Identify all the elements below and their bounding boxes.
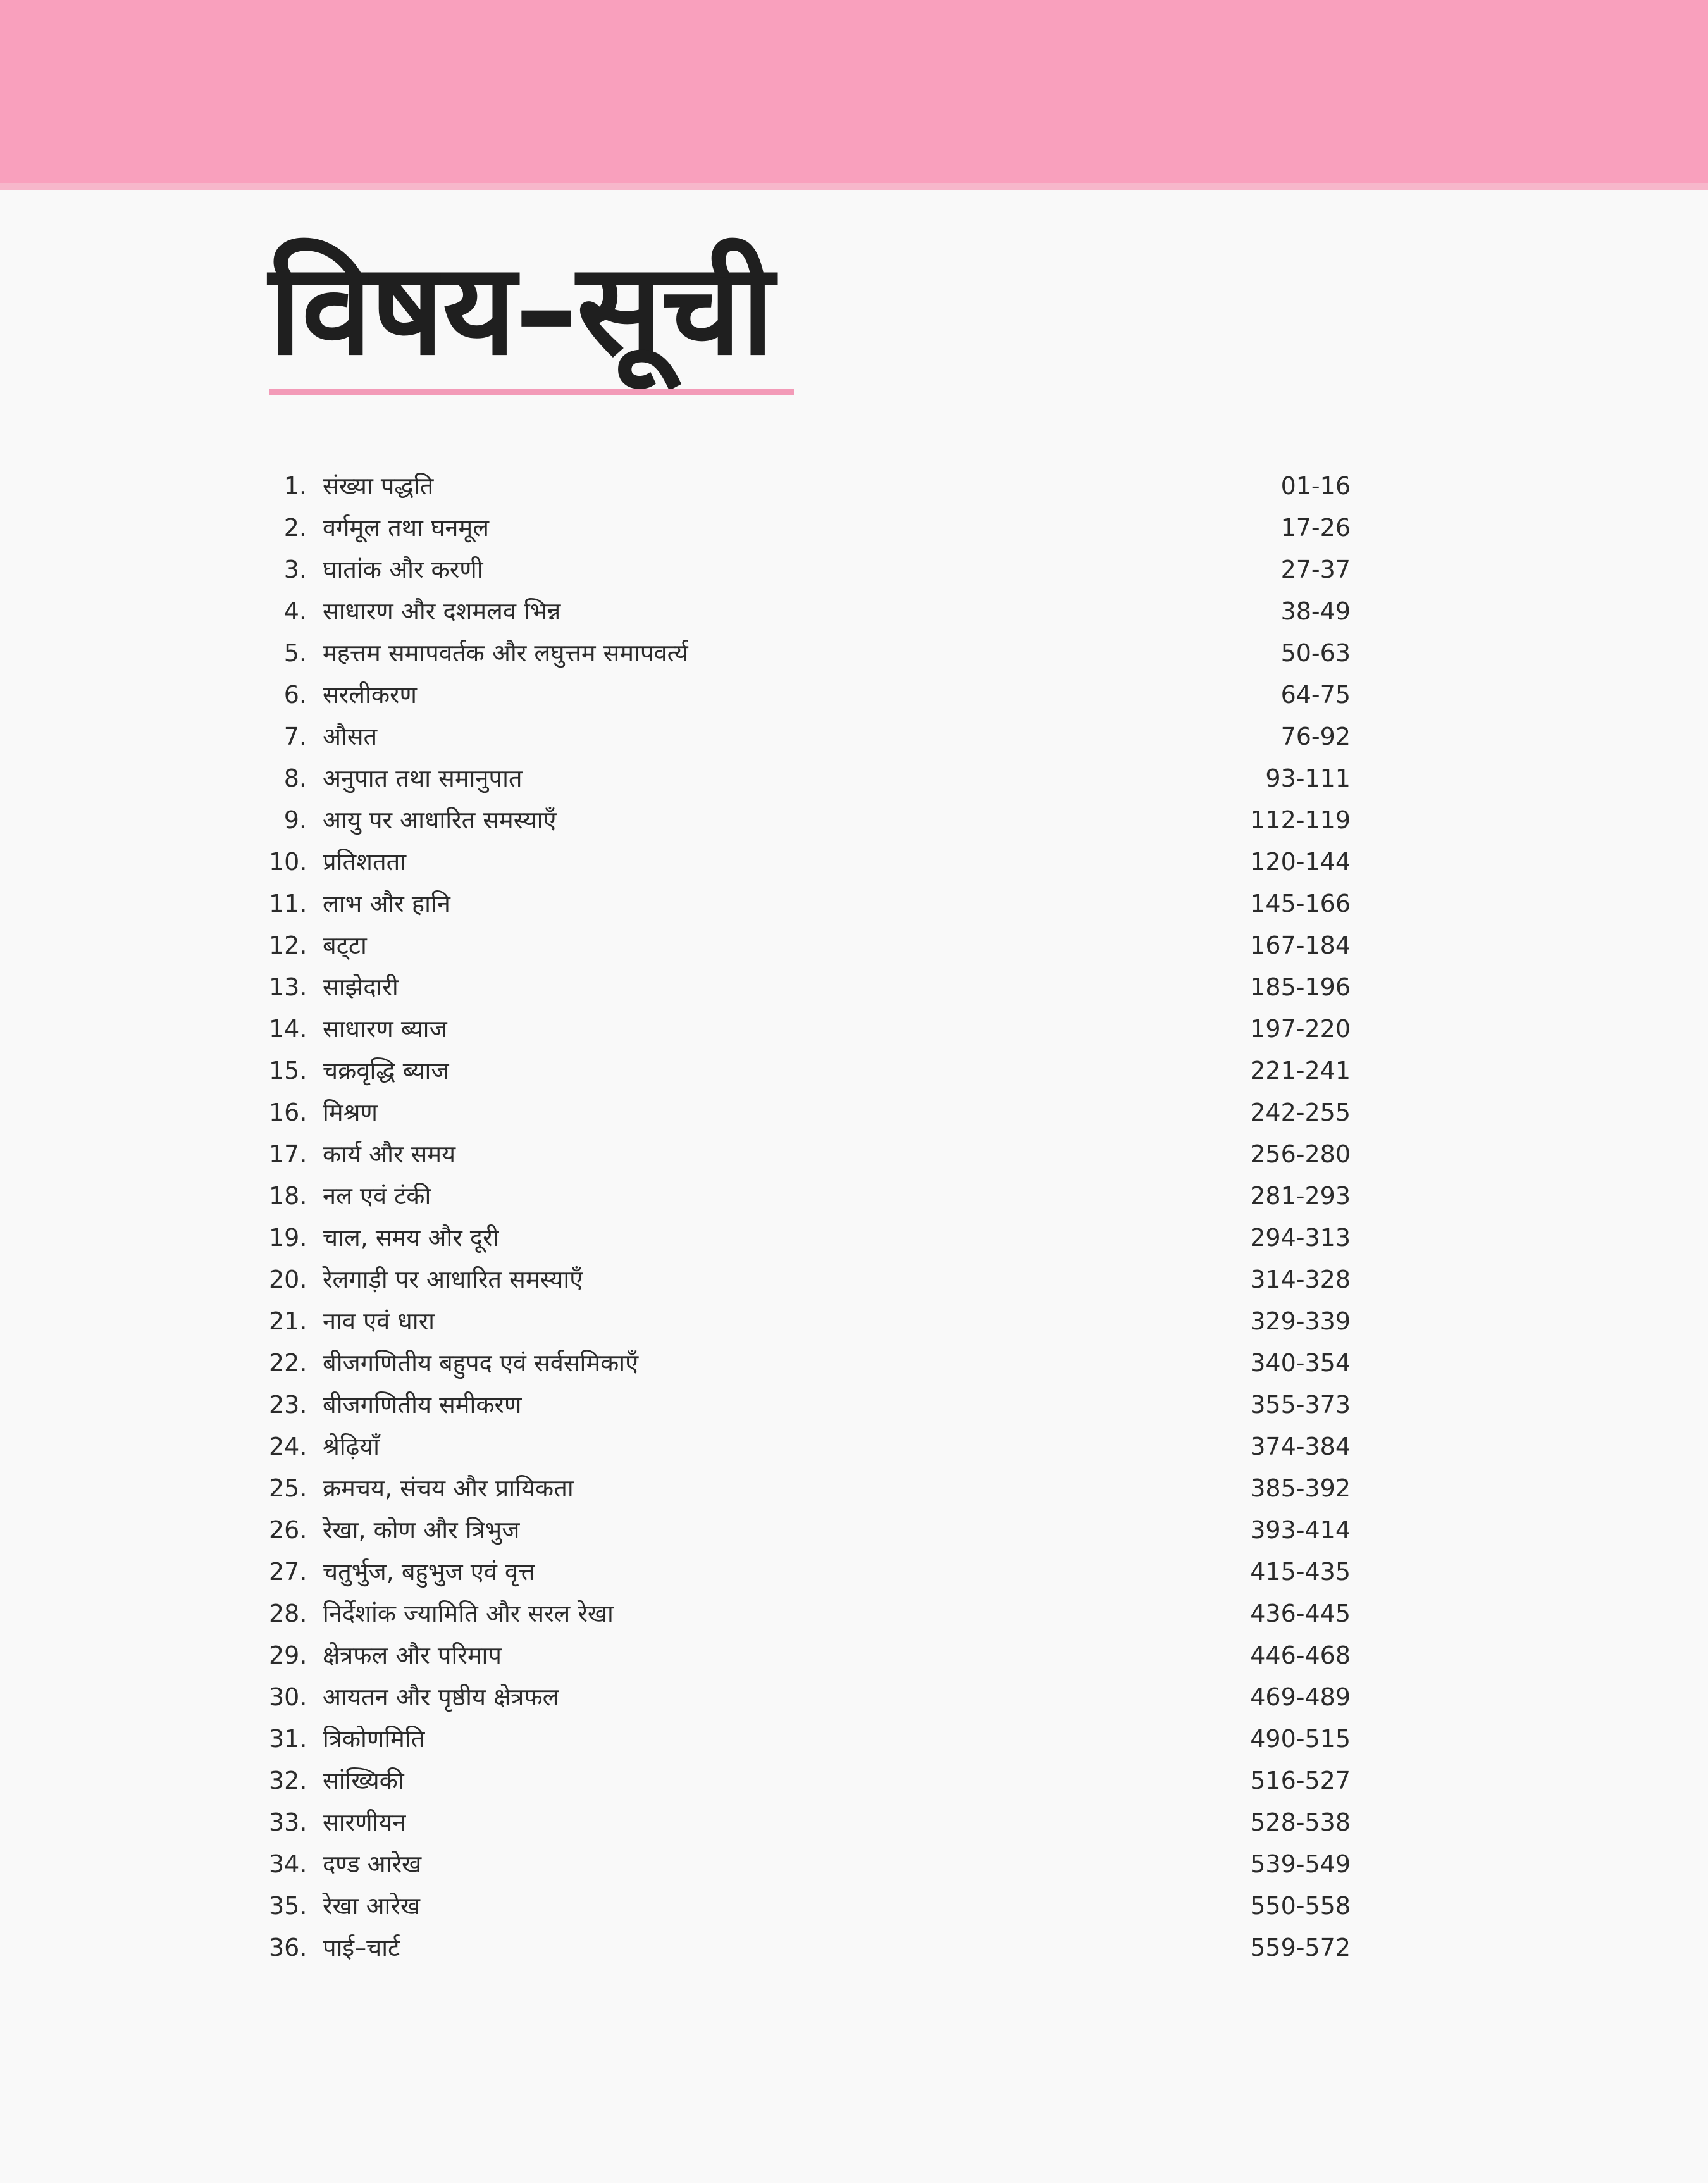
toc-entry[interactable]: [269, 465, 1351, 507]
table-of-contents: [269, 465, 1351, 1968]
toc-entry-number: 14.: [269, 1015, 307, 1043]
toc-entry-pages: 38-49: [1280, 597, 1351, 625]
toc-entry-number: 33.: [269, 1808, 307, 1836]
toc-entry-pages: 528-538: [1250, 1808, 1351, 1836]
toc-entry-pages: 490-515: [1250, 1725, 1351, 1753]
toc-entry-title: घातांक और करणी: [323, 556, 483, 583]
toc-entry[interactable]: [269, 1426, 1351, 1467]
toc-entry[interactable]: [269, 1259, 1351, 1300]
toc-entry[interactable]: [269, 799, 1351, 841]
toc-entry-number: 8.: [283, 764, 307, 792]
toc-entry[interactable]: [269, 632, 1351, 674]
toc-entry-title: निर्देशांक ज्यामिति और सरल रेखा: [323, 1600, 614, 1627]
toc-entry[interactable]: [269, 1092, 1351, 1133]
toc-entry[interactable]: [269, 1175, 1351, 1217]
toc-entry-number: 16.: [269, 1098, 307, 1126]
toc-entry-number: 3.: [283, 556, 307, 583]
toc-entry[interactable]: [269, 1843, 1351, 1885]
toc-entry-number: 31.: [269, 1725, 307, 1753]
toc-entry-pages: 374-384: [1250, 1433, 1351, 1460]
toc-entry-pages: 64-75: [1280, 681, 1351, 709]
toc-entry-pages: 340-354: [1250, 1349, 1351, 1377]
toc-entry-title: आयु पर आधारित समस्याएँ: [323, 806, 557, 834]
toc-entry-number: 30.: [269, 1683, 307, 1711]
header-band: [0, 0, 1708, 183]
toc-entry-title: सरलीकरण: [323, 681, 418, 709]
toc-entry-title: बीजगणितीय समीकरण: [323, 1391, 522, 1419]
toc-entry-pages: 446-468: [1250, 1641, 1351, 1669]
toc-entry-number: 5.: [283, 639, 307, 667]
toc-entry[interactable]: [269, 1133, 1351, 1175]
toc-entry-title: चाल, समय और दूरी: [323, 1224, 499, 1252]
toc-entry-title: नाव एवं धारा: [323, 1307, 435, 1335]
toc-entry-title: मिश्रण: [323, 1098, 378, 1126]
toc-entry-number: 32.: [269, 1767, 307, 1794]
toc-entry-pages: 355-373: [1250, 1391, 1351, 1419]
toc-entry[interactable]: [269, 507, 1351, 549]
toc-entry-title: चतुर्भुज, बहुभुज एवं वृत्त: [323, 1558, 535, 1586]
toc-entry-title: क्रमचय, संचय और प्रायिकता: [323, 1474, 574, 1502]
toc-entry-number: 13.: [269, 973, 307, 1001]
toc-entry[interactable]: [269, 1551, 1351, 1593]
toc-entry-number: 20.: [269, 1266, 307, 1293]
toc-entry[interactable]: [269, 1509, 1351, 1551]
toc-entry[interactable]: [269, 1676, 1351, 1718]
header-band-edge: [0, 183, 1708, 190]
toc-entry-pages: 415-435: [1250, 1558, 1351, 1586]
toc-entry-number: 17.: [269, 1140, 307, 1168]
toc-entry-number: 26.: [269, 1516, 307, 1544]
toc-entry-number: 10.: [269, 848, 307, 876]
toc-entry-number: 18.: [269, 1182, 307, 1210]
toc-entry-title: वर्गमूल तथा घनमूल: [323, 514, 489, 542]
toc-entry-number: 34.: [269, 1850, 307, 1878]
toc-entry-number: 12.: [269, 931, 307, 959]
toc-entry-pages: 469-489: [1250, 1683, 1351, 1711]
toc-entry-pages: 01-16: [1280, 472, 1351, 500]
toc-entry-title: कार्य और समय: [323, 1140, 456, 1168]
toc-entry-pages: 559-572: [1250, 1934, 1351, 1962]
toc-entry-number: 36.: [269, 1934, 307, 1962]
toc-entry-pages: 256-280: [1250, 1140, 1351, 1168]
toc-entry-pages: 314-328: [1250, 1266, 1351, 1293]
toc-entry[interactable]: [269, 1801, 1351, 1843]
toc-entry[interactable]: [269, 757, 1351, 799]
toc-entry-pages: 185-196: [1250, 973, 1351, 1001]
toc-entry[interactable]: [269, 1008, 1351, 1050]
toc-entry[interactable]: [269, 924, 1351, 966]
toc-entry-title: साधारण ब्याज: [323, 1015, 447, 1043]
toc-entry-number: 27.: [269, 1558, 307, 1586]
toc-entry-number: 35.: [269, 1892, 307, 1920]
toc-entry[interactable]: [269, 1467, 1351, 1509]
toc-entry[interactable]: [269, 716, 1351, 757]
toc-entry-number: 23.: [269, 1391, 307, 1419]
toc-entry[interactable]: [269, 966, 1351, 1008]
toc-entry-pages: 197-220: [1250, 1015, 1351, 1043]
toc-entry-title: त्रिकोणमिति: [323, 1725, 425, 1753]
toc-entry[interactable]: [269, 1217, 1351, 1259]
toc-entry-number: 25.: [269, 1474, 307, 1502]
toc-entry-number: 22.: [269, 1349, 307, 1377]
toc-entry-number: 9.: [283, 806, 307, 834]
toc-entry-pages: 221-241: [1250, 1057, 1351, 1085]
toc-entry-number: 28.: [269, 1600, 307, 1627]
toc-entry[interactable]: [269, 1300, 1351, 1342]
toc-entry-number: 29.: [269, 1641, 307, 1669]
toc-entry-pages: 393-414: [1250, 1516, 1351, 1544]
toc-entry-pages: 112-119: [1250, 806, 1351, 834]
title-underline: [269, 389, 794, 395]
toc-entry-title: बट्‌टा: [323, 931, 367, 959]
toc-entry-title: सारणीयन: [323, 1808, 406, 1836]
toc-entry-pages: 145-166: [1250, 890, 1351, 917]
toc-entry-title: रेखा, कोण और त्रिभुज: [323, 1516, 520, 1544]
title-block: [269, 234, 794, 405]
toc-entry-title: नल एवं टंकी: [323, 1182, 431, 1210]
toc-entry-title: महत्तम समापवर्तक और लघुत्तम समापवर्त्य: [323, 639, 688, 667]
toc-entry[interactable]: [269, 1885, 1351, 1927]
toc-entry-title: आयतन और पृष्ठीय क्षेत्रफल: [323, 1683, 559, 1711]
toc-entry-number: 2.: [283, 514, 307, 542]
toc-entry-title: औसत: [323, 723, 378, 750]
toc-entry-title: पाई–चार्ट: [323, 1934, 400, 1962]
toc-entry-pages: 516-527: [1250, 1767, 1351, 1794]
toc-entry[interactable]: [269, 1718, 1351, 1760]
toc-entry-pages: 550-558: [1250, 1892, 1351, 1920]
toc-entry-number: 15.: [269, 1057, 307, 1085]
toc-entry-pages: 93-111: [1265, 764, 1351, 792]
toc-entry-pages: 242-255: [1250, 1098, 1351, 1126]
toc-entry-pages: 385-392: [1250, 1474, 1351, 1502]
toc-entry-pages: 281-293: [1250, 1182, 1351, 1210]
toc-entry-title: साझेदारी: [323, 973, 399, 1001]
toc-entry[interactable]: [269, 1384, 1351, 1426]
toc-entry-pages: 167-184: [1250, 931, 1351, 959]
toc-entry-title: श्रेढ़ियाँ: [323, 1433, 380, 1460]
toc-entry[interactable]: [269, 674, 1351, 716]
toc-entry[interactable]: [269, 1927, 1351, 1968]
toc-entry-title: संख्या पद्धति: [323, 472, 434, 500]
toc-entry-title: प्रतिशतता: [323, 848, 407, 876]
toc-entry-pages: 329-339: [1250, 1307, 1351, 1335]
toc-entry-pages: 50-63: [1280, 639, 1351, 667]
toc-entry-number: 4.: [283, 597, 307, 625]
toc-entry-number: 21.: [269, 1307, 307, 1335]
toc-entry-title: लाभ और हानि: [323, 890, 450, 917]
toc-entry[interactable]: [269, 1634, 1351, 1676]
toc-entry-title: अनुपात तथा समानुपात: [323, 764, 523, 792]
toc-entry-title: साधारण और दशमलव भिन्न: [323, 597, 561, 625]
toc-entry-number: 19.: [269, 1224, 307, 1252]
toc-entry-number: 1.: [283, 472, 307, 500]
toc-entry-title: रेलगाड़ी पर आधारित समस्याएँ: [323, 1266, 583, 1293]
toc-entry-pages: 76-92: [1280, 723, 1351, 750]
toc-entry-pages: 17-26: [1280, 514, 1351, 542]
toc-entry-title: सांख्यिकी: [323, 1767, 404, 1794]
toc-entry-title: दण्ड आरेख: [323, 1850, 422, 1878]
toc-entry-pages: 294-313: [1250, 1224, 1351, 1252]
toc-entry-number: 7.: [283, 723, 307, 750]
toc-entry-number: 24.: [269, 1433, 307, 1460]
toc-entry-pages: 120-144: [1250, 848, 1351, 876]
toc-entry-number: 6.: [283, 681, 307, 709]
toc-entry[interactable]: [269, 1342, 1351, 1384]
toc-entry[interactable]: [269, 1760, 1351, 1801]
page-title: विषय–सूची: [269, 236, 773, 383]
toc-entry[interactable]: [269, 1593, 1351, 1634]
toc-entry-title: क्षेत्रफल और परिमाप: [323, 1641, 502, 1669]
toc-entry-pages: 27-37: [1280, 556, 1351, 583]
toc-entry[interactable]: [269, 590, 1351, 632]
toc-entry-pages: 539-549: [1250, 1850, 1351, 1878]
toc-entry-title: बीजगणितीय बहुपद एवं सर्वसमिकाएँ: [323, 1349, 639, 1377]
toc-entry[interactable]: [269, 883, 1351, 924]
toc-entry-pages: 436-445: [1250, 1600, 1351, 1627]
toc-entry-title: रेखा आरेख: [323, 1892, 421, 1920]
toc-entry[interactable]: [269, 549, 1351, 590]
toc-entry-title: चक्रवृद्धि ब्याज: [323, 1057, 449, 1085]
toc-entry[interactable]: [269, 841, 1351, 883]
toc-entry-number: 11.: [269, 890, 307, 917]
toc-entry[interactable]: [269, 1050, 1351, 1092]
